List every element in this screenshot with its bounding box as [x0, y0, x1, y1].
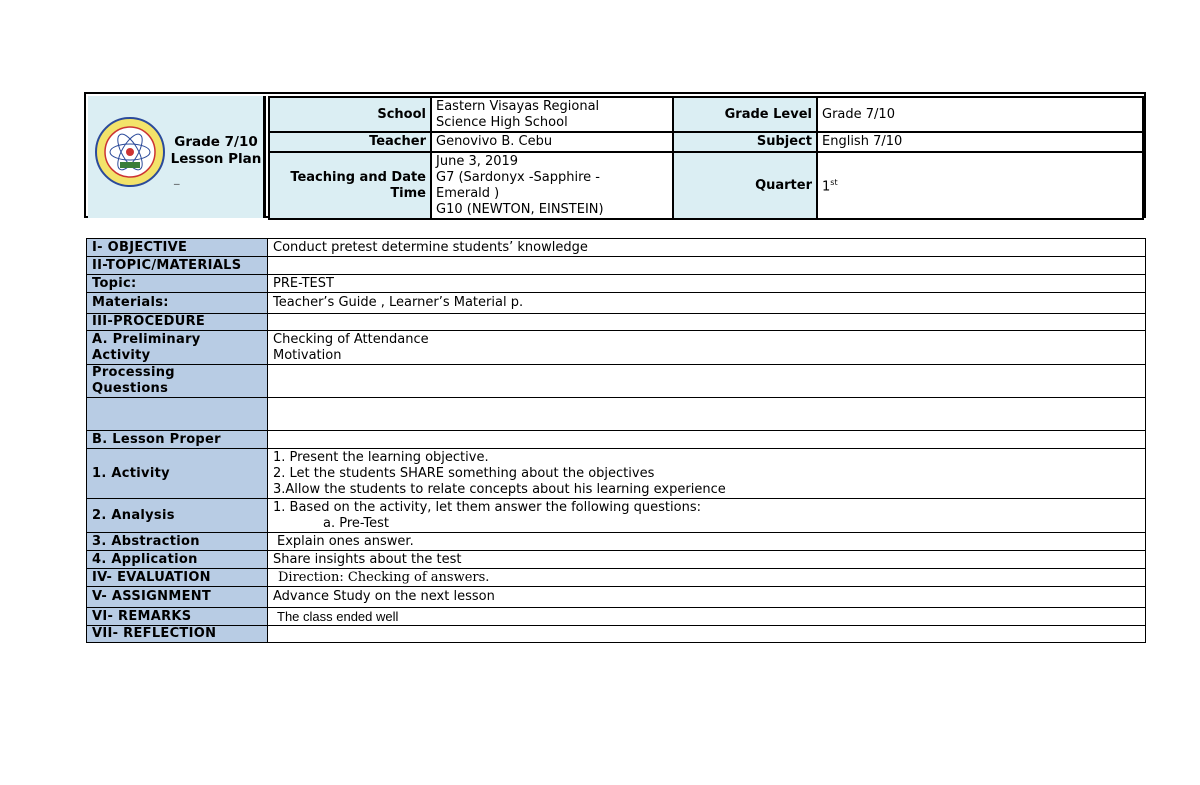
table-row	[87, 533, 1146, 551]
analysis-line-1: 1. Based on the activity, let them answer the following questions:	[273, 499, 701, 515]
teaching-label-line-2: Time	[390, 185, 426, 201]
preliminary-label	[87, 331, 268, 365]
table-row	[87, 608, 1146, 626]
activity-label: 1. Activity	[87, 449, 268, 499]
activity-line-1: 1. Present the learning objective.	[273, 449, 489, 465]
logo-cell	[88, 96, 266, 218]
school-value	[431, 97, 673, 132]
teacher-label: Teacher	[269, 132, 431, 152]
caption-grade: Grade 7/10	[174, 134, 258, 150]
remarks-text: The class ended well	[277, 608, 399, 624]
school-seal-icon	[94, 116, 166, 188]
reflection-label: VII- REFLECTION	[87, 626, 268, 643]
subject-label: Subject	[673, 132, 817, 152]
analysis-label: 2. Analysis	[87, 499, 268, 533]
abstraction-label: 3. Abstraction	[87, 533, 268, 551]
lesson-plan-header	[84, 92, 1146, 218]
table-row	[87, 449, 1146, 499]
abstraction-text: Explain ones answer.	[277, 533, 414, 549]
processing-label	[87, 365, 268, 398]
analysis-value	[268, 499, 1146, 533]
caption-lesson-plan: Lesson Plan	[170, 151, 262, 167]
teaching-date-label	[269, 152, 431, 219]
quarter-number: 1	[822, 179, 831, 195]
preliminary-label-line-1: A. Preliminary	[92, 331, 201, 347]
preliminary-label-line-2: Activity	[92, 347, 151, 363]
school-line-2: Science High School	[436, 114, 568, 130]
activity-value	[268, 449, 1146, 499]
topic-materials-label: II-TOPIC/MATERIALS	[87, 257, 268, 275]
teacher-value: Genovivo B. Cebu	[431, 132, 673, 152]
remarks-label: VI- REMARKS	[87, 608, 268, 626]
teaching-label-line-1: Teaching and Date	[290, 169, 426, 185]
teaching-line-4: G10 (NEWTON, EINSTEIN)	[436, 201, 604, 217]
quarter-value	[817, 152, 1143, 219]
evaluation-value	[268, 569, 1146, 587]
processing-value	[268, 365, 1146, 398]
caption-dash: _	[174, 172, 180, 185]
application-value: Share insights about the test	[268, 551, 1146, 569]
processing-label-line-2: Questions	[92, 381, 169, 396]
table-row	[87, 398, 1146, 431]
table-row	[87, 293, 1146, 314]
remarks-value	[268, 608, 1146, 626]
assignment-label: V- ASSIGNMENT	[87, 587, 268, 608]
table-row	[87, 257, 1146, 275]
objective-label: I- OBJECTIVE	[87, 239, 268, 257]
activity-line-3: 3.Allow the students to relate concepts about his learning experience	[273, 481, 726, 497]
table-row	[87, 331, 1146, 365]
table-row	[87, 587, 1146, 608]
quarter-suffix: st	[830, 178, 838, 188]
preliminary-line-1: Checking of Attendance	[273, 331, 429, 347]
lesson-plan-table	[86, 238, 1146, 643]
lesson-proper-label: B. Lesson Proper	[87, 431, 268, 449]
table-row	[87, 569, 1146, 587]
subject-value: English 7/10	[817, 132, 1143, 152]
teaching-line-1: June 3, 2019	[436, 153, 519, 169]
evaluation-text: Direction: Checking of answers.	[278, 569, 490, 585]
lesson-proper-value	[268, 431, 1146, 449]
evaluation-label: IV- EVALUATION	[87, 569, 268, 587]
reflection-value	[268, 626, 1146, 643]
materials-value: Teacher’s Guide , Learner’s Material p.	[268, 293, 1146, 314]
processing-label-line-1: Processing	[92, 365, 175, 380]
school-label: School	[269, 97, 431, 132]
table-row	[87, 275, 1146, 293]
school-line-1: Eastern Visayas Regional	[436, 98, 600, 114]
table-row	[87, 551, 1146, 569]
topic-value: PRE-TEST	[268, 275, 1146, 293]
topic-label: Topic:	[87, 275, 268, 293]
header-info-table	[268, 96, 1144, 220]
analysis-line-2: a. Pre-Test	[323, 515, 389, 531]
quarter-label: Quarter	[673, 152, 817, 219]
preliminary-line-2: Motivation	[273, 347, 342, 363]
table-row	[87, 239, 1146, 257]
preliminary-value	[268, 331, 1146, 365]
materials-label: Materials:	[87, 293, 268, 314]
blank-label	[87, 398, 268, 431]
procedure-label: III-PROCEDURE	[87, 314, 268, 331]
grade-level-label: Grade Level	[673, 97, 817, 132]
table-row	[87, 314, 1146, 331]
teaching-line-3: Emerald )	[436, 185, 500, 201]
table-row	[87, 365, 1146, 398]
application-label: 4. Application	[87, 551, 268, 569]
topic-materials-value	[268, 257, 1146, 275]
grade-level-value: Grade 7/10	[817, 97, 1143, 132]
procedure-value	[268, 314, 1146, 331]
teaching-date-value	[431, 152, 673, 219]
lesson-plan-caption	[168, 134, 264, 168]
activity-line-2: 2. Let the students SHARE something about the objectives	[273, 465, 655, 481]
objective-value: Conduct pretest determine students’ knowledge	[268, 239, 1146, 257]
table-row	[87, 626, 1146, 643]
table-row	[87, 499, 1146, 533]
teaching-line-2: G7 (Sardonyx -Sapphire -	[436, 169, 600, 185]
assignment-value: Advance Study on the next lesson	[268, 587, 1146, 608]
table-row	[87, 431, 1146, 449]
abstraction-value	[268, 533, 1146, 551]
blank-value	[268, 398, 1146, 431]
